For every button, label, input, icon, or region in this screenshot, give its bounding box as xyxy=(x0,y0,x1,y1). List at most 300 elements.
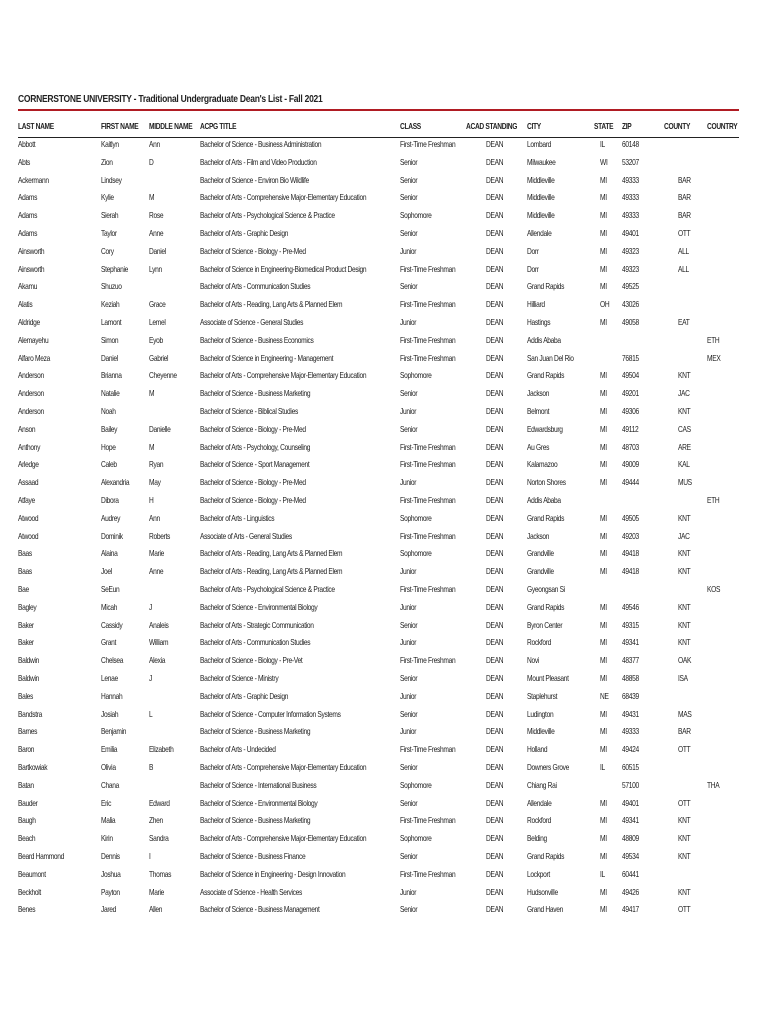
cell-class: Senior xyxy=(400,228,418,238)
cell-class: Junior xyxy=(400,690,417,701)
cell-first-name: Kaitlyn xyxy=(101,139,119,149)
cell-last-name: Bartkowiak xyxy=(18,762,48,772)
cell-first-name: Grant xyxy=(101,637,117,648)
cell-last-name: Atwood xyxy=(18,512,39,523)
table-row xyxy=(0,725,770,737)
cell-last-name: Batan xyxy=(18,779,34,790)
cell-class: First-Time Freshman xyxy=(400,744,456,755)
cell-first-name: Simon xyxy=(101,334,119,345)
cell-city: Chiang Rai xyxy=(527,779,557,790)
cell-county: KAL xyxy=(678,459,690,470)
cell-acpg-title: Bachelor of Arts - Comprehensive Major-Elementary Education xyxy=(200,192,367,203)
cell-middle-name: M xyxy=(149,388,155,399)
cell-first-name: Caleb xyxy=(101,459,117,470)
cell-acpg-title: Associate of Arts - General Studies xyxy=(200,530,292,541)
cell-acpg-title: Bachelor of Arts - Reading, Lang Arts & Planned Elem xyxy=(200,299,343,310)
cell-middle-name: Marie xyxy=(149,886,165,897)
cell-last-name: Abts xyxy=(18,156,31,167)
cell-country: KOS xyxy=(707,584,721,594)
cell-acad-standing: DEAN xyxy=(486,673,504,683)
cell-middle-name: Danielle xyxy=(149,423,171,434)
cell-acad-standing: DEAN xyxy=(486,762,504,772)
cell-acad-standing: DEAN xyxy=(486,495,504,505)
cell-city: Norton Shores xyxy=(527,477,566,488)
cell-zip: 48377 xyxy=(622,655,639,666)
table-row xyxy=(0,227,770,239)
cell-class: First-Time Freshman xyxy=(400,530,456,541)
cell-acad-standing: DEAN xyxy=(486,655,504,666)
cell-city: Middleville xyxy=(527,174,555,185)
cell-city: Hilliard xyxy=(527,299,545,310)
cell-state: MI xyxy=(600,673,607,683)
cell-first-name: Joshua xyxy=(101,868,121,879)
cell-acpg-title: Bachelor of Science - Business Management xyxy=(200,904,320,915)
cell-acad-standing: DEAN xyxy=(486,637,504,648)
document-title: CORNERSTONE UNIVERSITY - Traditional Undergraduate Dean's List - Fall 2021 xyxy=(18,94,323,105)
cell-last-name: Ainsworth xyxy=(18,245,45,256)
cell-first-name: Dibora xyxy=(101,495,119,505)
cell-class: Senior xyxy=(400,904,418,915)
cell-middle-name: Edward xyxy=(149,797,170,808)
cell-acpg-title: Bachelor of Arts - Film and Video Production xyxy=(200,156,317,167)
cell-acpg-title: Bachelor of Science - Computer Information Systems xyxy=(200,708,341,719)
cell-zip: 49333 xyxy=(622,210,639,221)
cell-class: First-Time Freshman xyxy=(400,655,456,666)
cell-last-name: Adams xyxy=(18,228,38,238)
cell-last-name: Anderson xyxy=(18,370,44,381)
header-acpg-title: ACPG TITLE xyxy=(200,121,237,131)
cell-state: MI xyxy=(600,210,607,221)
cell-county: KNT xyxy=(678,566,691,577)
cell-city: Grand Rapids xyxy=(527,281,565,292)
cell-last-name: Bagley xyxy=(18,601,37,612)
cell-middle-name: Sandra xyxy=(149,833,169,844)
cell-city: Rockford xyxy=(527,637,552,648)
cell-class: Senior xyxy=(400,851,418,861)
cell-last-name: Baldwin xyxy=(18,673,40,683)
cell-first-name: Lamont xyxy=(101,317,122,327)
cell-county: KNT xyxy=(678,406,691,416)
cell-zip: 48858 xyxy=(622,673,639,683)
cell-acpg-title: Bachelor of Arts - Graphic Design xyxy=(200,690,289,701)
table-row xyxy=(0,547,770,559)
cell-state: MI xyxy=(600,833,607,844)
header-city: CITY xyxy=(527,121,541,131)
table-row xyxy=(0,298,770,310)
cell-acad-standing: DEAN xyxy=(486,690,504,701)
cell-first-name: Dominik xyxy=(101,530,123,541)
cell-first-name: Shuzuo xyxy=(101,281,122,292)
header-acad-standing: ACAD STANDING xyxy=(466,121,518,131)
cell-first-name: Audrey xyxy=(101,512,121,523)
cell-acpg-title: Bachelor of Science - Biology - Pre-Med xyxy=(200,495,306,505)
table-row xyxy=(0,245,770,257)
cell-class: First-Time Freshman xyxy=(400,334,456,345)
cell-state: MI xyxy=(600,797,607,808)
cell-state: MI xyxy=(600,317,607,327)
cell-zip: 49431 xyxy=(622,708,639,719)
cell-last-name: Baugh xyxy=(18,815,36,826)
cell-state: OH xyxy=(600,299,610,310)
table-row xyxy=(0,209,770,221)
cell-last-name: Atwood xyxy=(18,530,39,541)
cell-first-name: Emilia xyxy=(101,744,118,755)
cell-acpg-title: Bachelor of Science - Biology - Pre-Vet xyxy=(200,655,303,666)
cell-city: Grand Haven xyxy=(527,904,564,915)
cell-acpg-title: Bachelor of Arts - Comprehensive Major-Elementary Education xyxy=(200,833,367,844)
cell-first-name: Jared xyxy=(101,904,117,915)
cell-class: Junior xyxy=(400,566,417,577)
cell-acpg-title: Bachelor of Science in Engineering-Biomedical Product Design xyxy=(200,263,367,274)
cell-last-name: Baas xyxy=(18,548,32,559)
cell-last-name: Baron xyxy=(18,744,35,755)
cell-middle-name: I xyxy=(149,851,151,861)
cell-city: Middleville xyxy=(527,726,555,737)
cell-class: First-Time Freshman xyxy=(400,352,456,363)
cell-acad-standing: DEAN xyxy=(486,174,504,185)
table-row xyxy=(0,565,770,577)
table-row xyxy=(0,174,770,186)
cell-acad-standing: DEAN xyxy=(486,192,504,203)
cell-acpg-title: Bachelor of Science - Environmental Biology xyxy=(200,797,318,808)
table-row xyxy=(0,494,770,506)
cell-country: ETH xyxy=(707,334,720,345)
cell-zip: 48703 xyxy=(622,441,639,452)
cell-middle-name: M xyxy=(149,441,155,452)
cell-county: KNT xyxy=(678,833,691,844)
cell-last-name: Bales xyxy=(18,690,34,701)
cell-county: JAC xyxy=(678,388,690,399)
cell-class: First-Time Freshman xyxy=(400,299,456,310)
table-row xyxy=(0,601,770,613)
header-middle-name: MIDDLE NAME xyxy=(149,121,193,131)
cell-acad-standing: DEAN xyxy=(486,851,504,861)
cell-first-name: Chelsea xyxy=(101,655,124,666)
cell-first-name: Noah xyxy=(101,406,116,416)
cell-acad-standing: DEAN xyxy=(486,744,504,755)
cell-class: Sophomore xyxy=(400,512,432,523)
table-row xyxy=(0,583,770,595)
cell-state: MI xyxy=(600,192,607,203)
table-row xyxy=(0,672,770,684)
cell-last-name: Arledge xyxy=(18,459,39,470)
cell-zip: 60148 xyxy=(622,139,639,149)
cell-class: Sophomore xyxy=(400,779,432,790)
cell-county: BAR xyxy=(678,174,691,185)
cell-zip: 49009 xyxy=(622,459,639,470)
cell-zip: 49546 xyxy=(622,601,639,612)
cell-state: NE xyxy=(600,690,609,701)
cell-first-name: Malia xyxy=(101,815,116,826)
cell-county: OTT xyxy=(678,228,691,238)
cell-acpg-title: Bachelor of Science - Environmental Biology xyxy=(200,601,318,612)
cell-acad-standing: DEAN xyxy=(486,317,504,327)
cell-acad-standing: DEAN xyxy=(486,548,504,559)
cell-county: EAT xyxy=(678,317,690,327)
cell-first-name: Natalie xyxy=(101,388,120,399)
cell-city: Jackson xyxy=(527,388,550,399)
cell-city: Dorr xyxy=(527,245,539,256)
cell-city: Kalamazoo xyxy=(527,459,558,470)
cell-middle-name: Allen xyxy=(149,904,163,915)
cell-first-name: Dennis xyxy=(101,851,120,861)
cell-middle-name: Anne xyxy=(149,228,164,238)
cell-middle-name: Eyob xyxy=(149,334,163,345)
cell-county: OTT xyxy=(678,797,691,808)
cell-city: Middleville xyxy=(527,210,555,221)
cell-class: Senior xyxy=(400,708,418,719)
cell-class: Junior xyxy=(400,637,417,648)
cell-city: Lombard xyxy=(527,139,551,149)
table-row xyxy=(0,797,770,809)
cell-county: ISA xyxy=(678,673,688,683)
cell-middle-name: Gabriel xyxy=(149,352,169,363)
cell-middle-name: Cheyenne xyxy=(149,370,177,381)
cell-county: MAS xyxy=(678,708,692,719)
cell-middle-name: Daniel xyxy=(149,245,166,256)
cell-acad-standing: DEAN xyxy=(486,388,504,399)
cell-acad-standing: DEAN xyxy=(486,797,504,808)
cell-acad-standing: DEAN xyxy=(486,245,504,256)
cell-class: Junior xyxy=(400,477,417,488)
cell-middle-name: Grace xyxy=(149,299,166,310)
cell-last-name: Baldwin xyxy=(18,655,40,666)
cell-state: MI xyxy=(600,263,607,274)
cell-acad-standing: DEAN xyxy=(486,210,504,221)
cell-last-name: Adams xyxy=(18,192,38,203)
cell-state: MI xyxy=(600,512,607,523)
cell-class: First-Time Freshman xyxy=(400,263,456,274)
table-row xyxy=(0,387,770,399)
cell-last-name: Beaumont xyxy=(18,868,46,879)
cell-zip: 49112 xyxy=(622,423,639,434)
cell-city: Middleville xyxy=(527,192,555,203)
cell-last-name: Barnes xyxy=(18,726,38,737)
cell-state: MI xyxy=(600,441,607,452)
cell-county: BAR xyxy=(678,726,691,737)
cell-zip: 49424 xyxy=(622,744,639,755)
cell-middle-name: Rose xyxy=(149,210,164,221)
cell-state: MI xyxy=(600,530,607,541)
cell-zip: 49201 xyxy=(622,388,639,399)
header-last-name: LAST NAME xyxy=(18,121,54,131)
cell-state: MI xyxy=(600,744,607,755)
cell-class: First-Time Freshman xyxy=(400,459,456,470)
cell-city: San Juan Del Rio xyxy=(527,352,574,363)
cell-acad-standing: DEAN xyxy=(486,263,504,274)
cell-first-name: Stephanie xyxy=(101,263,129,274)
cell-state: MI xyxy=(600,601,607,612)
cell-county: JAC xyxy=(678,530,690,541)
cell-state: MI xyxy=(600,548,607,559)
cell-acad-standing: DEAN xyxy=(486,406,504,416)
cell-acad-standing: DEAN xyxy=(486,139,504,149)
cell-acad-standing: DEAN xyxy=(486,833,504,844)
cell-county: KNT xyxy=(678,512,691,523)
cell-zip: 49333 xyxy=(622,726,639,737)
cell-county: KNT xyxy=(678,601,691,612)
cell-middle-name: M xyxy=(149,192,155,203)
cell-city: Au Gres xyxy=(527,441,550,452)
cell-acpg-title: Bachelor of Science - Biblical Studies xyxy=(200,406,298,416)
cell-class: Junior xyxy=(400,886,417,897)
cell-acpg-title: Bachelor of Science - Business Finance xyxy=(200,851,306,861)
cell-zip: 60441 xyxy=(622,868,639,879)
cell-acad-standing: DEAN xyxy=(486,512,504,523)
cell-city: Staplehurst xyxy=(527,690,558,701)
cell-acpg-title: Bachelor of Science - Ministry xyxy=(200,673,279,683)
cell-acpg-title: Bachelor of Arts - Psychological Science & Practice xyxy=(200,210,335,221)
cell-acpg-title: Bachelor of Arts - Communication Studies xyxy=(200,281,311,292)
cell-city: Grand Rapids xyxy=(527,851,565,861)
cell-city: Holland xyxy=(527,744,548,755)
cell-zip: 49341 xyxy=(622,637,639,648)
cell-acad-standing: DEAN xyxy=(486,352,504,363)
cell-class: Junior xyxy=(400,317,417,327)
cell-last-name: Anson xyxy=(18,423,36,434)
cell-city: Belding xyxy=(527,833,547,844)
cell-class: First-Time Freshman xyxy=(400,139,456,149)
cell-state: MI xyxy=(600,637,607,648)
table-row xyxy=(0,619,770,631)
cell-last-name: Akamu xyxy=(18,281,38,292)
cell-last-name: Benes xyxy=(18,904,36,915)
cell-middle-name: Alexia xyxy=(149,655,166,666)
cell-state: MI xyxy=(600,406,607,416)
cell-zip: 49418 xyxy=(622,548,639,559)
cell-last-name: Beckholt xyxy=(18,886,41,897)
cell-city: Hastings xyxy=(527,317,551,327)
table-row xyxy=(0,690,770,702)
cell-class: First-Time Freshman xyxy=(400,584,456,594)
cell-city: Grand Rapids xyxy=(527,601,565,612)
cell-last-name: Baas xyxy=(18,566,32,577)
cell-acpg-title: Bachelor of Arts - Psychology, Counseling xyxy=(200,441,311,452)
cell-middle-name: D xyxy=(149,156,154,167)
header-class: CLASS xyxy=(400,121,421,131)
cell-city: Edwardsburg xyxy=(527,423,563,434)
cell-middle-name: L xyxy=(149,708,153,719)
table-row xyxy=(0,191,770,203)
cell-last-name: Ainsworth xyxy=(18,263,45,274)
cell-middle-name: Ryan xyxy=(149,459,164,470)
cell-state: MI xyxy=(600,477,607,488)
cell-county: KNT xyxy=(678,886,691,897)
cell-zip: 53207 xyxy=(622,156,639,167)
header-zip: ZIP xyxy=(622,121,632,131)
table-row xyxy=(0,316,770,328)
cell-middle-name: Ann xyxy=(149,512,160,523)
cell-acad-standing: DEAN xyxy=(486,441,504,452)
cell-last-name: Alatis xyxy=(18,299,33,310)
cell-acad-standing: DEAN xyxy=(486,619,504,630)
table-row xyxy=(0,814,770,826)
cell-zip: 57100 xyxy=(622,779,639,790)
cell-middle-name: Analeis xyxy=(149,619,169,630)
cell-country: THA xyxy=(707,779,720,790)
cell-acad-standing: DEAN xyxy=(486,868,504,879)
cell-acpg-title: Bachelor of Science - Environ Bio Wildlife xyxy=(200,174,309,185)
cell-acpg-title: Associate of Science - Health Services xyxy=(200,886,303,897)
cell-middle-name: Marie xyxy=(149,548,165,559)
cell-middle-name: Ann xyxy=(149,139,160,149)
table-row xyxy=(0,654,770,666)
cell-acad-standing: DEAN xyxy=(486,779,504,790)
cell-last-name: Atfaye xyxy=(18,495,35,505)
cell-first-name: Cassidy xyxy=(101,619,123,630)
cell-state: MI xyxy=(600,904,607,915)
cell-acpg-title: Bachelor of Science - Biology - Pre-Med xyxy=(200,245,306,256)
cell-county: KNT xyxy=(678,370,691,381)
header-county: COUNTY xyxy=(664,121,691,131)
cell-city: Jackson xyxy=(527,530,550,541)
cell-class: Senior xyxy=(400,174,418,185)
cell-zip: 49333 xyxy=(622,192,639,203)
cell-state: IL xyxy=(600,762,605,772)
cell-acpg-title: Bachelor of Arts - Reading, Lang Arts & Planned Elem xyxy=(200,566,343,577)
table-row xyxy=(0,636,770,648)
cell-first-name: Sierah xyxy=(101,210,119,221)
cell-acad-standing: DEAN xyxy=(486,423,504,434)
cell-zip: 49444 xyxy=(622,477,639,488)
cell-city: Allendale xyxy=(527,228,552,238)
cell-city: Addis Ababa xyxy=(527,495,561,505)
table-row xyxy=(0,761,770,773)
cell-zip: 49418 xyxy=(622,566,639,577)
cell-middle-name: J xyxy=(149,601,153,612)
cell-acpg-title: Bachelor of Science in Engineering - Design Innovation xyxy=(200,868,346,879)
cell-city: Grand Rapids xyxy=(527,370,565,381)
cell-acad-standing: DEAN xyxy=(486,904,504,915)
table-row xyxy=(0,458,770,470)
cell-city: Belmont xyxy=(527,406,550,416)
cell-city: Addis Ababa xyxy=(527,334,561,345)
cell-acpg-title: Bachelor of Science - Biology - Pre-Med xyxy=(200,423,306,434)
cell-acpg-title: Bachelor of Science - Business Marketing xyxy=(200,815,311,826)
cell-zip: 49341 xyxy=(622,815,639,826)
cell-last-name: Alfaro Meza xyxy=(18,352,50,363)
cell-acpg-title: Bachelor of Science - Business Administration xyxy=(200,139,322,149)
cell-city: Hudsonville xyxy=(527,886,558,897)
cell-class: First-Time Freshman xyxy=(400,495,456,505)
cell-last-name: Anderson xyxy=(18,406,44,416)
cell-first-name: Kirin xyxy=(101,833,113,844)
table-row xyxy=(0,832,770,844)
header-first-name: FIRST NAME xyxy=(101,121,139,131)
cell-state: MI xyxy=(600,423,607,434)
table-row xyxy=(0,156,770,168)
cell-last-name: Adams xyxy=(18,210,38,221)
cell-zip: 49203 xyxy=(622,530,639,541)
cell-county: KNT xyxy=(678,851,691,861)
cell-acpg-title: Bachelor of Arts - Psychological Science & Practice xyxy=(200,584,335,594)
cell-first-name: Daniel xyxy=(101,352,118,363)
cell-state: MI xyxy=(600,851,607,861)
cell-city: Gyeongsan Si xyxy=(527,584,565,594)
cell-city: Allendale xyxy=(527,797,552,808)
cell-zip: 49306 xyxy=(622,406,639,416)
table-row xyxy=(0,779,770,791)
cell-county: KNT xyxy=(678,619,691,630)
cell-county: MUS xyxy=(678,477,692,488)
cell-zip: 49058 xyxy=(622,317,639,327)
cell-first-name: Kylie xyxy=(101,192,114,203)
cell-first-name: Zion xyxy=(101,156,113,167)
cell-city: Grandville xyxy=(527,566,554,577)
cell-county: BAR xyxy=(678,210,691,221)
cell-first-name: Olivia xyxy=(101,762,116,772)
cell-first-name: Josiah xyxy=(101,708,119,719)
